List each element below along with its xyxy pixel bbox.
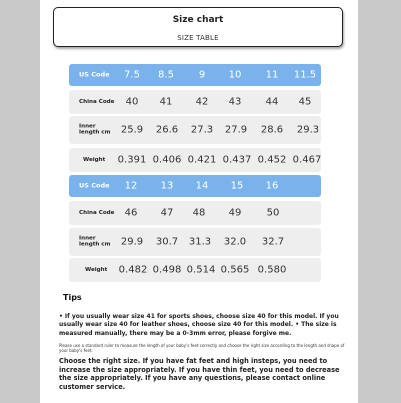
inner-length-cell: 32.7 [261, 236, 285, 248]
china-code-cell: 49 [228, 207, 242, 219]
weight-label: Weight [83, 156, 106, 163]
weight-cell: 0.482 [118, 264, 148, 276]
china-code-label: China Code [79, 209, 115, 216]
us-code-row [69, 175, 321, 197]
inner-length-cell: 27.9 [224, 124, 248, 136]
weight-cell: 0.391 [117, 154, 147, 166]
china-code-cell: 45 [298, 96, 312, 108]
inner-length-cell: 25.9 [120, 124, 144, 136]
inner-length-row [69, 116, 321, 144]
us-code-cell: 14 [195, 180, 209, 192]
size-chart-sheet [40, 0, 358, 403]
weight-cell: 0.498 [152, 264, 182, 276]
china-code-cell: 44 [265, 96, 279, 108]
us-code-cell: 15 [230, 180, 244, 192]
china-code-cell: 46 [124, 207, 138, 219]
inner-length-cell: 32.0 [223, 236, 247, 248]
china-code-cell: 50 [266, 207, 280, 219]
tips-paragraph: • If you usually wear size 41 for sports shoes, choose size 40 for this model. If you usually wear size 40 for leather shoes, choose size 40 for this model. • The size is measured manually, there may be a 0-3mm error, please forgive me. [59, 313, 339, 337]
us-code-cell: 13 [160, 180, 174, 192]
weight-row [69, 258, 321, 282]
us-code-row [69, 64, 321, 86]
inner-length-label: Inner length cm [79, 123, 111, 136]
china-code-row [69, 90, 321, 114]
china-code-cell: 43 [228, 96, 242, 108]
size-chart-header [53, 7, 343, 47]
us-code-cell: 11.5 [293, 69, 317, 81]
inner-length-cell: 30.7 [155, 236, 179, 248]
china-code-cell: 40 [125, 96, 139, 108]
weight-cell: 0.467 [292, 154, 322, 166]
weight-cell: 0.565 [220, 264, 250, 276]
weight-cell: 0.580 [257, 264, 287, 276]
china-code-cell: 48 [192, 207, 206, 219]
inner-length-label: Inner length cm [79, 235, 111, 248]
china-code-cell: 41 [159, 96, 173, 108]
tips-paragraph: Choose the right size. If you have fat feet and high insteps, you need to increase the size appropriately. If you have thin feet, you need to decrease the size appropriately. If you have any questions, please contact online customer service. [59, 357, 340, 391]
inner-length-cell: 26.6 [155, 124, 179, 136]
weight-cell: 0.514 [186, 264, 216, 276]
us-code-cell: 10 [228, 69, 242, 81]
inner-length-cell: 27.3 [190, 124, 214, 136]
us-code-cell: 8.5 [158, 69, 174, 81]
us-code-cell: 12 [124, 180, 138, 192]
china-code-row [69, 201, 321, 225]
weight-cell: 0.437 [222, 154, 252, 166]
china-code-cell: 47 [160, 207, 174, 219]
inner-length-cell: 29.9 [120, 236, 144, 248]
us-code-label: US Code [79, 70, 110, 79]
us-code-cell: 9 [198, 69, 206, 81]
tips-paragraph: Please use a standard ruler to measure the length of your baby's feet correctly and choose the right size according to the length and shape of your baby's feet. [59, 343, 345, 354]
inner-length-cell: 28.6 [260, 124, 284, 136]
weight-cell: 0.406 [152, 154, 182, 166]
weight-label: Weight [85, 266, 108, 273]
inner-length-row [69, 228, 321, 256]
us-code-cell: 7.5 [124, 69, 140, 81]
weight-cell: 0.452 [257, 154, 287, 166]
us-code-cell: 16 [265, 180, 279, 192]
us-code-cell: 11 [265, 69, 279, 81]
size-chart-title: Size chart [172, 15, 224, 25]
inner-length-cell: 29.3 [296, 124, 320, 136]
china-code-cell: 42 [195, 96, 209, 108]
us-code-label: US Code [79, 181, 110, 190]
size-chart-subtitle: SIZE TABLE [177, 34, 219, 42]
china-code-label: China Code [79, 98, 115, 105]
weight-row [69, 148, 321, 172]
tips-title: Tips [63, 293, 82, 302]
inner-length-cell: 31.3 [188, 236, 212, 248]
weight-cell: 0.421 [187, 154, 217, 166]
